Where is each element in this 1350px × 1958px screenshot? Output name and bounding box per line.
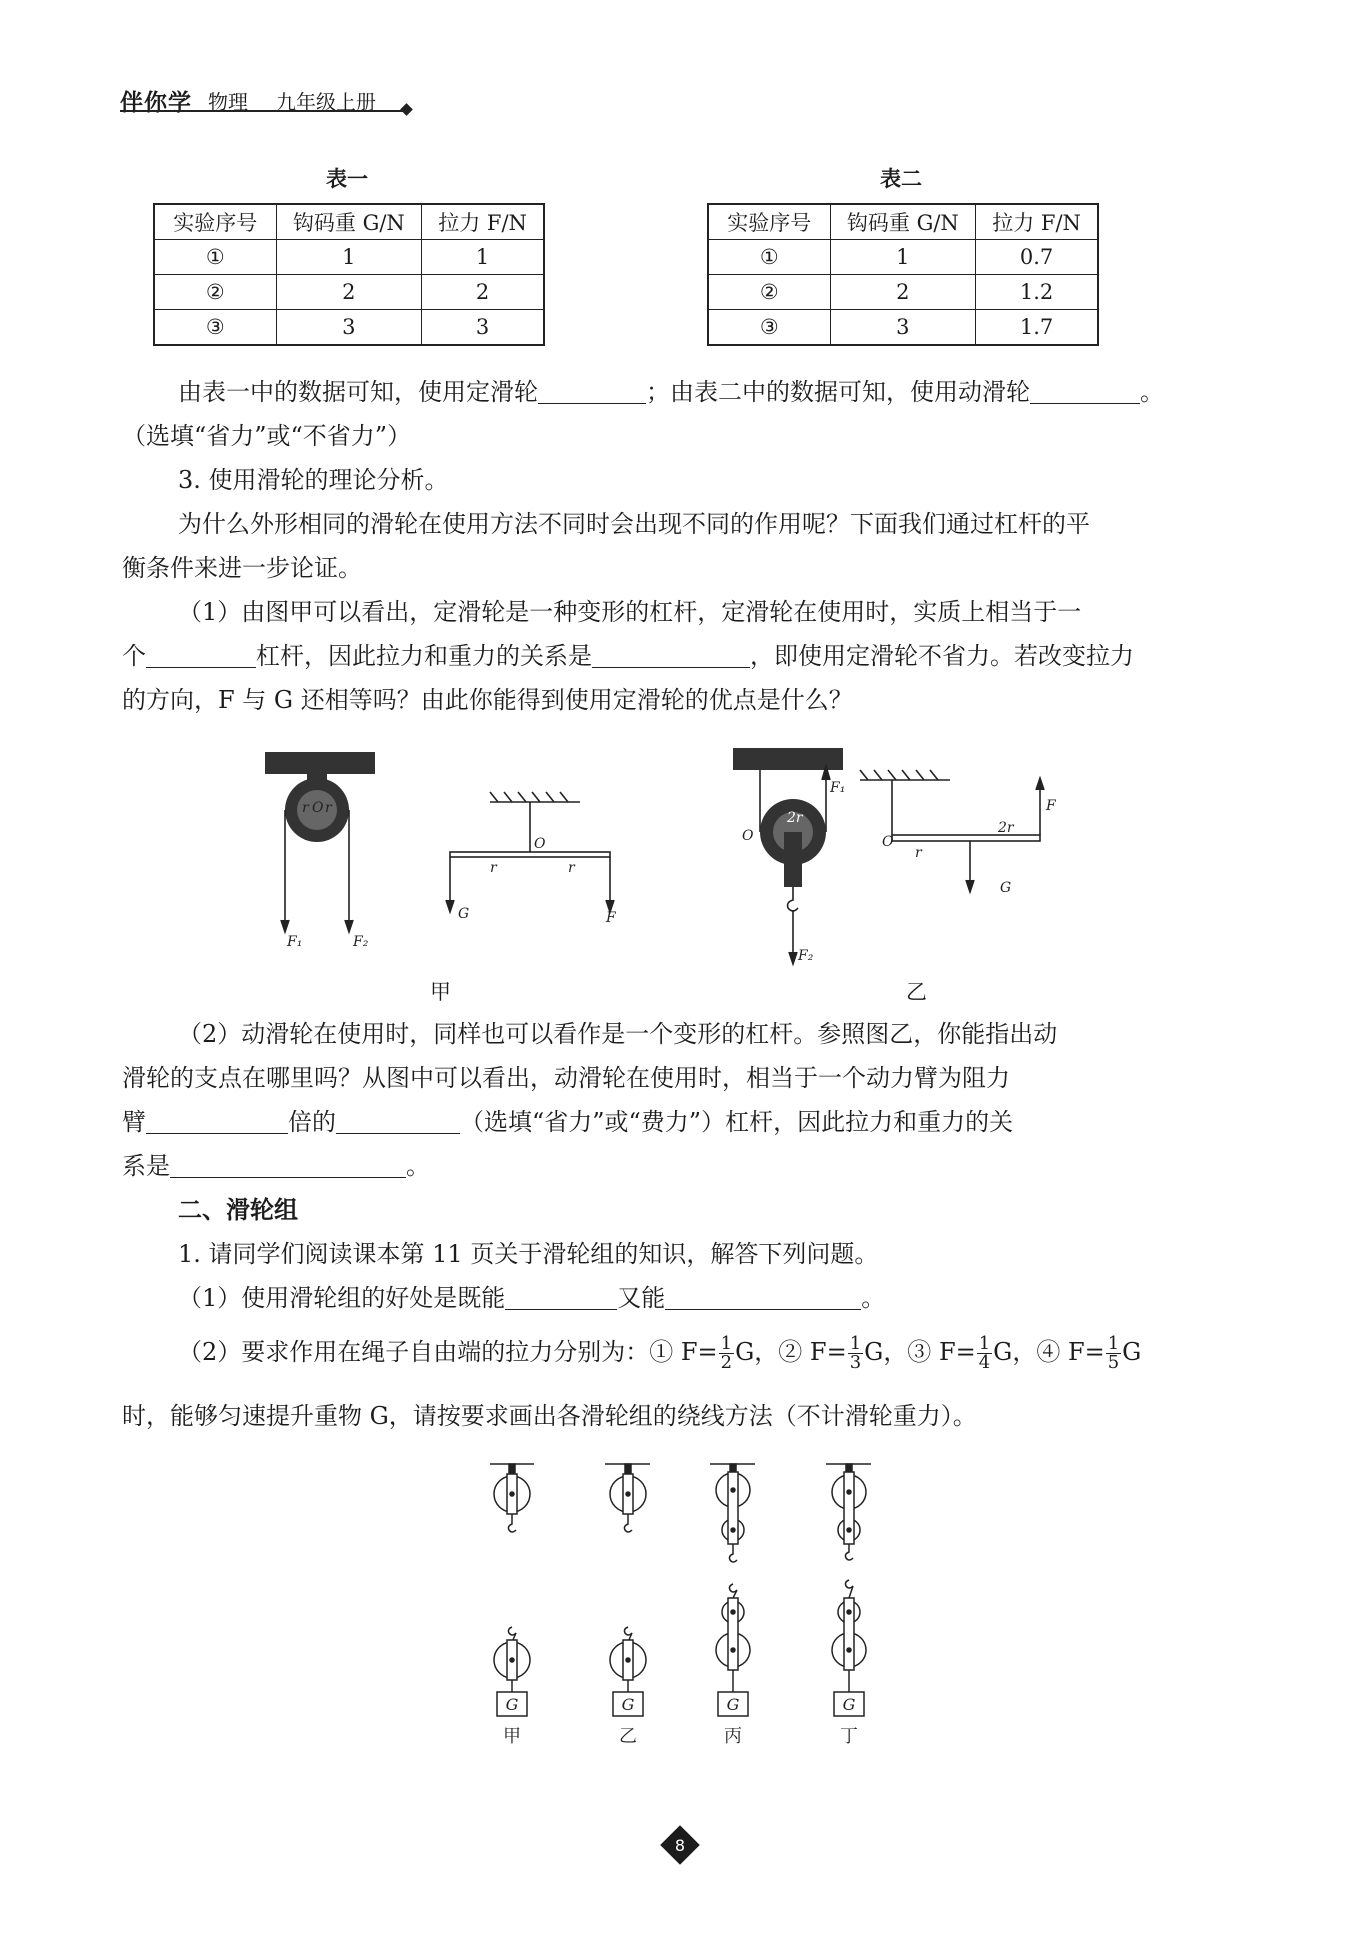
label-F1: F₁ [287,934,303,950]
table1-cell: 2 [422,275,544,310]
table1-header-cell: 钩码重 G/N [276,204,422,240]
lever1-label-r: r [568,860,575,876]
pulley2-label-O: O [742,828,754,844]
answer-blank[interactable] [665,1283,861,1310]
p5d-text-2: 。 [406,1152,430,1180]
lever2-label-F: F [1046,798,1056,814]
table2-header-cell: 拉力 F/N [976,204,1098,240]
lever2-label-2r: 2r [998,820,1014,836]
table2-header-cell: 钩码重 G/N [830,204,976,240]
brand-name: 伴你学 [120,90,192,116]
lever1-label-r: r [490,860,497,876]
answer-blank[interactable] [1030,377,1140,404]
table-row [708,240,1098,275]
label-r-left: r [302,800,309,816]
table-row [154,240,544,275]
p1-text-b: ；由表二中的数据可知，使用动滑轮 [646,378,1030,406]
p8-text-c: G，③ F= [864,1338,976,1366]
system-caption: 乙 [619,1726,637,1747]
lever1-label-G: G [458,906,470,922]
pulley2-label-2r: 2r [787,810,803,826]
text-line-p4a: （1）由图甲可以看出，定滑轮是一种变形的杠杆，定滑轮在使用时，实质上相当于一 [178,598,1082,626]
table1-cell: 2 [276,275,422,310]
table2-cell: ① [708,240,830,275]
text-line-p7 [178,1280,1298,1316]
text-line-p5d [122,1148,1242,1184]
system-caption: 丁 [840,1726,858,1747]
system-caption: 丙 [724,1726,742,1747]
page-number: 8 [674,1836,686,1855]
table-row [708,310,1098,346]
table2-title: 表二 [880,167,922,191]
table-row [154,275,544,310]
label-r-right: r [325,800,332,816]
lever2-label-r: r [915,845,922,861]
subject-label: 物理 [208,90,248,114]
p7-text-c: 。 [861,1284,886,1312]
answer-blank[interactable] [592,641,750,668]
text-line-p5b: 滑轮的支点在哪里吗？从图中可以看出，动滑轮在使用时，相当于一个动力臂为阻力 [122,1064,1010,1092]
table2-cell: 1.7 [976,310,1098,346]
table-row [708,275,1098,310]
figure-caption-jia: 甲 [430,980,451,1004]
text-line-p4b [122,638,1242,674]
grade-label: 九年级上册 [276,90,376,114]
table2-cell: ② [708,275,830,310]
table2-cell: ③ [708,310,830,346]
weight-label: G [505,1695,519,1714]
text-line-p8 [178,1334,1298,1372]
answer-blank[interactable] [146,1107,288,1134]
lever2-label-O: O [882,834,894,850]
table1-header-cell: 实验序号 [154,204,276,240]
table1-cell: ③ [154,310,276,346]
answer-blank[interactable] [336,1107,460,1134]
fraction-1-3: $\frac{1}{3}$ [849,1333,862,1373]
text-line-p9: 时，能够匀速提升重物 G，请按要求画出各滑轮组的绕线方法（不计滑轮重力）。 [122,1402,977,1430]
p4b-text-3: ，即使用定滑轮不省力。若改变拉力 [750,642,1134,670]
p7-text-a: （1）使用滑轮组的好处是既能 [178,1284,506,1312]
text-line-p1d: （选填“省力”或“不省力”） [122,422,412,450]
pulley2-label-F2: F₂ [798,948,814,964]
label-O: O [312,800,324,816]
table-row [154,310,544,346]
answer-blank[interactable] [146,641,256,668]
ceiling-bar [265,752,375,774]
text-line-p5a: （2）动滑轮在使用时，同样也可以看作是一个变形的杠杆。参照图乙，你能指出动 [178,1020,1058,1048]
table2 [707,203,1099,346]
p8-text-e: G [1122,1338,1142,1366]
p1-text-c: 。 [1140,378,1164,406]
figure-caption-yi: 乙 [906,980,927,1004]
table1-cell: ② [154,275,276,310]
weight-label: G [842,1695,856,1714]
text-line-p3b: 衡条件来进一步论证。 [122,554,362,582]
text-line-p1 [178,374,1298,410]
pulley-systems-figure [470,1452,890,1752]
lever1-label-F: F [606,910,616,926]
p5c-text-1: 臂 [122,1108,146,1136]
table1-header-cell: 拉力 F/N [422,204,544,240]
fraction-1-4: $\frac{1}{4}$ [978,1333,991,1373]
table1-title: 表一 [326,167,368,191]
table2-header-cell: 实验序号 [708,204,830,240]
text-line-p5c [122,1104,1242,1140]
p5c-text-2: 倍的 [288,1108,336,1136]
table1-cell: ① [154,240,276,275]
table1-cell: 3 [276,310,422,346]
answer-blank[interactable] [538,377,646,404]
header-rule [120,110,408,112]
p8-text-d: G，④ F= [993,1338,1105,1366]
text-line-p3a: 为什么外形相同的滑轮在使用方法不同时会出现不同的作用呢？下面我们通过杠杆的平 [178,510,1090,538]
table1-cell: 1 [276,240,422,275]
weight-label: G [726,1695,740,1714]
pulley2-label-F1: F₁ [830,780,846,796]
p4b-text-2: 杠杆，因此拉力和重力的关系是 [256,642,592,670]
lever1-label-O: O [534,836,546,852]
table2-cell: 2 [830,275,976,310]
label-F2: F₂ [353,934,369,950]
section-heading: 二、滑轮组 [178,1196,298,1224]
table2-cell: 1.2 [976,275,1098,310]
table2-cell: 3 [830,310,976,346]
p8-text-b: G，② F= [735,1338,847,1366]
pulley-lever-figure [250,740,1130,970]
fraction-1-5: $\frac{1}{5}$ [1107,1333,1120,1373]
p1-text-a: 由表一中的数据可知，使用定滑轮 [178,378,538,406]
answer-blank[interactable] [505,1283,617,1310]
p5d-text-1: 系是 [122,1152,170,1180]
p4b-text-1: 个 [122,642,146,670]
table1 [153,203,545,346]
table1-cell: 3 [422,310,544,346]
text-line-p2: 3. 使用滑轮的理论分析。 [178,466,449,494]
text-line-p6: 1. 请同学们阅读课本第 11 页关于滑轮组的知识，解答下列问题。 [178,1240,879,1268]
answer-blank[interactable] [170,1151,406,1178]
page-number-badge [660,1825,700,1865]
lever2-label-G: G [1000,880,1012,896]
p8-text-a: （2）要求作用在绳子自由端的拉力分别为：① F= [178,1338,718,1366]
system-caption: 甲 [503,1726,521,1747]
table2-cell: 0.7 [976,240,1098,275]
text-line-p4c: 的方向，F 与 G 还相等吗？由此你能得到使用定滑轮的优点是什么？ [122,686,853,714]
weight-label: G [621,1695,635,1714]
p7-text-b: 又能 [617,1284,666,1312]
p5c-text-3: （选填“省力”或“费力”）杠杆，因此拉力和重力的关 [460,1108,1014,1136]
fraction-1-2: $\frac{1}{2}$ [720,1333,733,1373]
table2-cell: 1 [830,240,976,275]
table1-cell: 1 [422,240,544,275]
